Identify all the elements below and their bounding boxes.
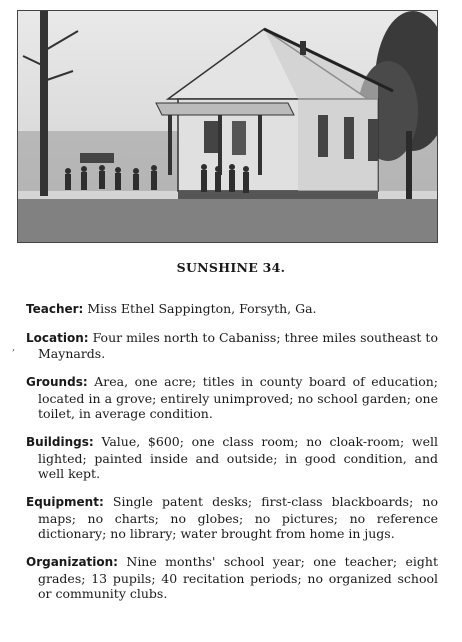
- entry-teacher: [26, 301, 438, 318]
- entry-label: Equipment:: [26, 495, 104, 509]
- entry-grounds: [26, 374, 438, 422]
- entry-text: Four miles north to Cabaniss; three miles southeast to Maynards.: [38, 329, 438, 361]
- entry-buildings: [26, 434, 438, 482]
- entry-label: Grounds:: [26, 375, 88, 389]
- entry-label: Organization:: [26, 555, 118, 569]
- entry-label: Buildings:: [26, 435, 94, 449]
- entry-text: Miss Ethel Sappington, Forsyth, Ga.: [87, 300, 317, 316]
- entry-text: Value, $600; one class room; no cloak-room; well lighted; painted inside and outside; in good condition, and well kept.: [38, 434, 438, 481]
- entry-text: Nine months' school year; one teacher; eight grades; 13 pupils; 40 recitation periods; no organized school or community clubs.: [38, 554, 438, 601]
- entry-equipment: [26, 494, 438, 542]
- schoolhouse-photo: [17, 10, 438, 243]
- entry-label: Location:: [26, 330, 89, 345]
- entry-text: Area, one acre; titles in county board of education; located in a grove; entirely unimproved; no school garden; one toilet, in average condition.: [38, 374, 439, 421]
- margin-speck: ,: [12, 342, 16, 353]
- entry-text: Single patent desks; first-class blackboards; no maps; no charts; no globes; no pictures; no reference dictionary; no library; water brought from home in jugs.: [38, 494, 438, 541]
- entry-label: Teacher:: [26, 301, 84, 316]
- entry-location: [26, 330, 438, 362]
- entry-list: [26, 288, 438, 611]
- entry-organization: [26, 554, 438, 602]
- page-title: SUNSHINE 34.: [176, 260, 286, 275]
